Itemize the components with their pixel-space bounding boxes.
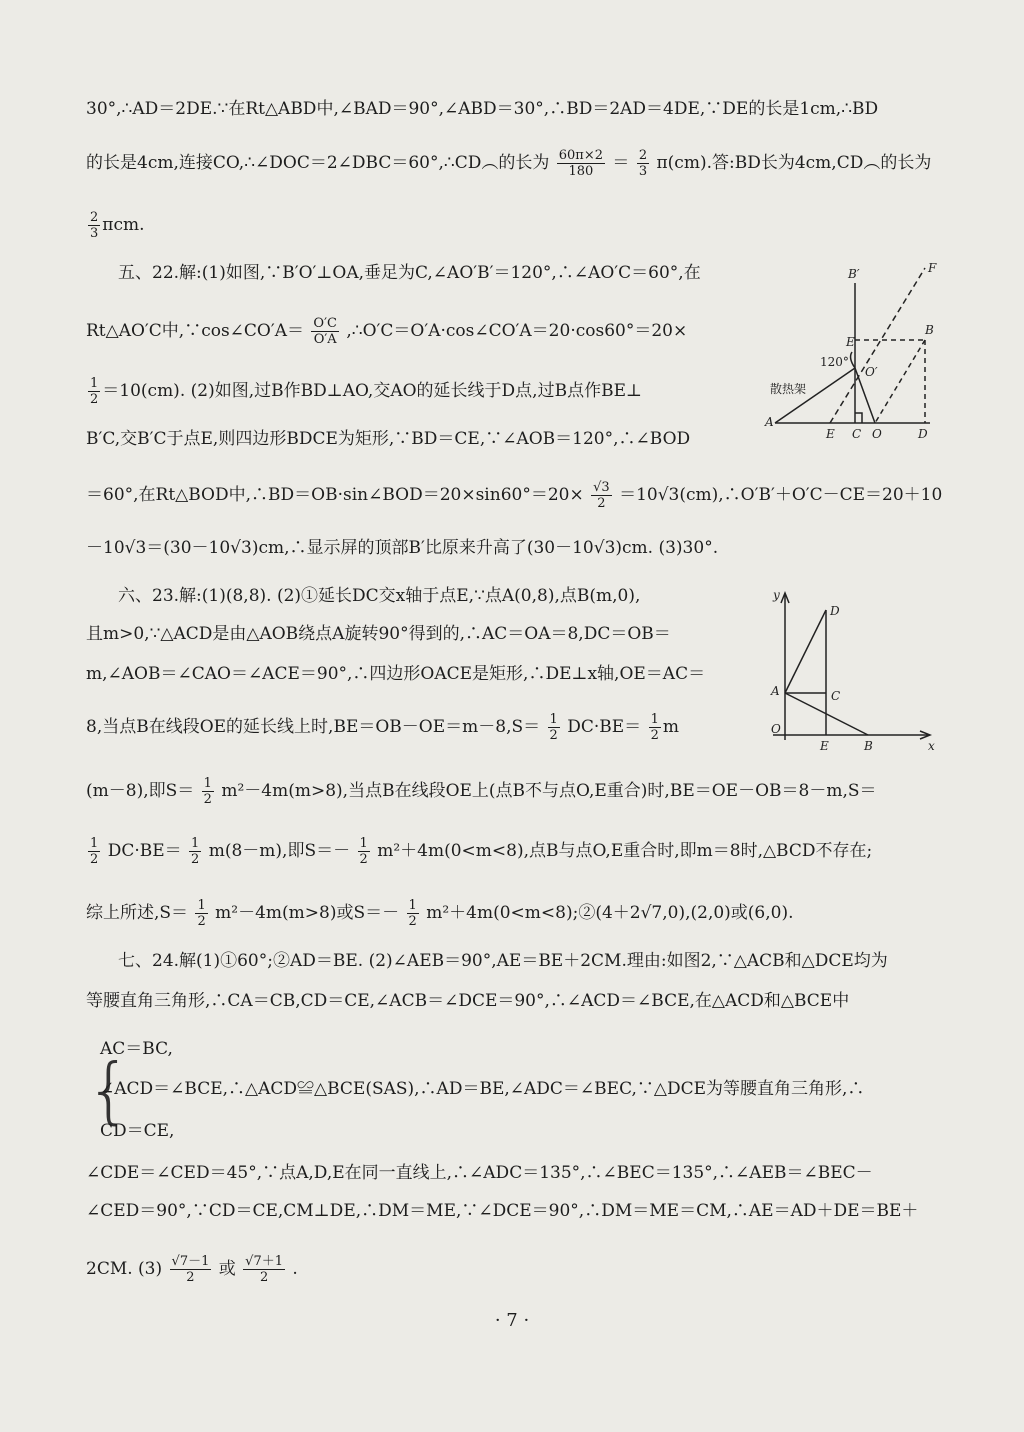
text-line: －10√3＝(30－10√3)cm,∴显示屏的顶部B′比原来升高了(30－10√3)cm. (3)30°. (86, 538, 719, 558)
line-b-o (875, 340, 925, 423)
text-segment: 的长是4cm,连接CO,∴∠DOC＝2∠DBC＝60°,∴CD︵的长为 (86, 153, 550, 173)
fraction (88, 210, 100, 241)
fraction (591, 480, 612, 511)
label-b: B (925, 323, 934, 337)
numerator: 1 (203, 776, 212, 791)
text-line: ∠CED＝90°,∵CD＝CE,CM⊥DE,∴DM＝ME,∵∠DCE＝90°,∴DM＝ME＝CM,∴AE＝AD＋DE＝BE＋ (86, 1201, 919, 1221)
text-segment: m²＋4m(0<m<8);②(4＋2√7,0),(2,0)或(6,0). (426, 903, 794, 923)
denominator: 2 (197, 914, 206, 929)
text-line: 六、23.解:(1)(8,8). (2)①延长DC交x轴于点E,∵点A(0,8),点B(m,0), (118, 586, 641, 606)
line-a-d (785, 610, 826, 693)
right-angle-mark (855, 413, 862, 423)
text-line: ∠ACD＝∠BCE,∴△ACD≌△BCE(SAS),∴AD＝BE,∠ADC＝∠BEC,∵△DCE为等腰直角三角形,∴ (100, 1079, 865, 1099)
denominator: 2 (203, 792, 212, 807)
figure-coordinate-rotation (768, 585, 948, 755)
label-angle-120: 120° (820, 355, 849, 369)
numerator: √7－1 (171, 1254, 210, 1269)
text-segment: m (662, 717, 679, 737)
text-segment: 8,当点B在线段OE的延长线上时,BE＝OB－OE＝m－8,S＝ (86, 717, 541, 737)
text-segment: 综上所述,S＝ (86, 903, 189, 923)
denominator: 180 (568, 164, 594, 179)
denominator: 2 (549, 728, 558, 743)
text-line (86, 836, 872, 867)
text-segment: DC·BE＝ (567, 717, 642, 737)
text-line (86, 148, 931, 179)
text-segment: π(cm).答:BD长为4cm,CD︵的长为 (656, 153, 932, 173)
text-line: CD＝CE, (100, 1121, 175, 1141)
text-segment: 或 (218, 1259, 236, 1279)
text-line: 等腰直角三角形,∴CA＝CB,CD＝CE,∠ACB＝∠DCE＝90°,∴∠ACD＝∠BCE,在△ACD和△BCE中 (86, 991, 850, 1011)
numerator: 1 (191, 836, 200, 851)
fraction (243, 1254, 285, 1285)
denominator: O′A (313, 332, 337, 347)
fraction (358, 836, 370, 867)
line-e-f (830, 268, 925, 423)
fraction (170, 1254, 212, 1285)
denominator: 3 (90, 226, 99, 241)
text-line: m,∠AOB＝∠CAO＝∠ACE＝90°,∴四边形OACE是矩形,∴DE⊥x轴,OE＝AC＝ (86, 664, 706, 684)
fraction (189, 836, 201, 867)
denominator: 2 (359, 852, 368, 867)
label-e-bottom: E (826, 427, 835, 441)
text-segment: Rt△AO′C中,∵cos∠CO′A＝ (86, 321, 304, 341)
denominator: 2 (259, 1270, 269, 1285)
text-line: B′C,交B′C于点E,则四边形BDCE为矩形,∵BD＝CE,∵∠AOB＝120°,∴∠BOD (86, 429, 691, 449)
label-f: F (928, 261, 937, 275)
text-segment: ＝60°,在Rt△BOD中,∴BD＝OB·sin∠BOD＝20×sin60°＝20× (86, 485, 584, 505)
label-heat-rack: 散热架 (770, 382, 807, 396)
text-segment: ,∴O′C＝O′A·cos∠CO′A＝20·cos60°＝20× (346, 321, 688, 341)
text-line: 30°,∴AD＝2DE.∵在Rt△ABD中,∠BAD＝90°,∠ABD＝30°,∴BD＝2AD＝4DE,∵DE的长是1cm,∴BD (86, 99, 879, 119)
text-segment: (m－8),即S＝ (86, 781, 195, 801)
label-a: A (771, 684, 780, 698)
numerator: 1 (197, 898, 206, 913)
fraction (557, 148, 605, 179)
text-segment: . (292, 1259, 298, 1279)
text-line: ∠CDE＝∠CED＝45°,∵点A,D,E在同一直线上,∴∠ADC＝135°,∴∠BEC＝135°,∴∠AEB＝∠BEC－ (86, 1163, 873, 1183)
label-y: y (773, 588, 780, 602)
text-line (86, 210, 145, 241)
denominator: 2 (191, 852, 200, 867)
text-segment: m²－4m(m>8)或S＝－ (215, 903, 400, 923)
fraction (649, 712, 661, 743)
denominator: 3 (638, 164, 648, 179)
fraction (407, 898, 419, 929)
text-line: 五、22.解:(1)如图,∵B′O′⊥OA,垂足为C,∠AO′B′＝120°,∴∠AO′C＝60°,在 (118, 263, 701, 283)
text-line (86, 712, 679, 743)
fraction (88, 376, 100, 407)
numerator: O′C (313, 316, 337, 331)
numerator: 1 (408, 898, 417, 913)
label-c: C (852, 427, 862, 441)
numerator: 1 (90, 836, 99, 851)
label-x: x (928, 739, 935, 753)
text-line (86, 480, 942, 511)
denominator: 2 (408, 914, 417, 929)
page-number: · 7 · (494, 1310, 530, 1331)
fraction (202, 776, 214, 807)
label-o: O (872, 427, 882, 441)
label-o: O (771, 722, 781, 736)
text-line (86, 898, 794, 929)
text-line (86, 376, 642, 407)
denominator: 2 (90, 392, 99, 407)
numerator: √7＋1 (245, 1254, 283, 1269)
text-segment: ＝10(cm). (2)如图,过B作BD⊥AO,交AO的延长线于D点,过B点作BE⊥ (102, 381, 642, 401)
numerator: 60π×2 (558, 148, 603, 163)
numerator: 1 (359, 836, 368, 851)
label-e: E (820, 739, 829, 753)
label-o-prime: O′ (865, 365, 878, 379)
fraction (88, 836, 100, 867)
label-b: B (864, 739, 873, 753)
numerator: √3 (593, 480, 610, 495)
numerator: 2 (90, 210, 99, 225)
label-b-prime: B′ (848, 267, 860, 281)
text-line: 七、24.解(1)①60°;②AD＝BE. (2)∠AEB＝90°,AE＝BE＋2CM.理由:如图2,∵△ACB和△DCE均为 (118, 951, 888, 971)
label-d: D (830, 604, 840, 618)
denominator: 2 (597, 496, 606, 511)
text-segment: m²－4m(m>8),当点B在线段OE上(点B不与点O,E重合)时,BE＝OE－OB＝8－m,S＝ (221, 781, 877, 801)
fraction (311, 316, 339, 347)
text-line: AC＝BC, (100, 1039, 173, 1059)
numerator: 1 (650, 712, 659, 727)
denominator: 2 (90, 852, 99, 867)
numerator: 1 (90, 376, 99, 391)
fraction (637, 148, 649, 179)
text-segment: ＝ (612, 153, 630, 173)
text-segment: πcm. (102, 215, 145, 235)
numerator: 1 (549, 712, 558, 727)
fraction (548, 712, 560, 743)
text-line (86, 776, 877, 807)
text-segment: ＝10√3(cm),∴O′B′＋O′C－CE＝20＋10 (619, 485, 943, 505)
brace-symbol: { (86, 1048, 132, 1132)
denominator: 2 (186, 1270, 195, 1285)
label-e-top: E (846, 335, 855, 349)
text-segment: 2CM. (3) (86, 1259, 163, 1279)
text-line: 且m>0,∵△ACD是由△AOB绕点A旋转90°得到的,∴AC＝OA＝8,DC＝OB＝ (86, 624, 671, 644)
figure-laptop-stand (760, 258, 950, 448)
label-c: C (831, 689, 841, 703)
denominator: 2 (650, 728, 659, 743)
fraction (195, 898, 207, 929)
text-line (86, 316, 687, 347)
label-a: A (765, 415, 774, 429)
text-segment: DC·BE＝ (107, 841, 182, 861)
text-segment: m(8－m),即S＝－ (208, 841, 351, 861)
text-line (86, 1254, 298, 1285)
numerator: 2 (638, 148, 648, 163)
text-segment: m²＋4m(0<m<8),点B与点O,E重合时,即m＝8时,△BCD不存在; (377, 841, 873, 861)
label-d: D (918, 427, 928, 441)
